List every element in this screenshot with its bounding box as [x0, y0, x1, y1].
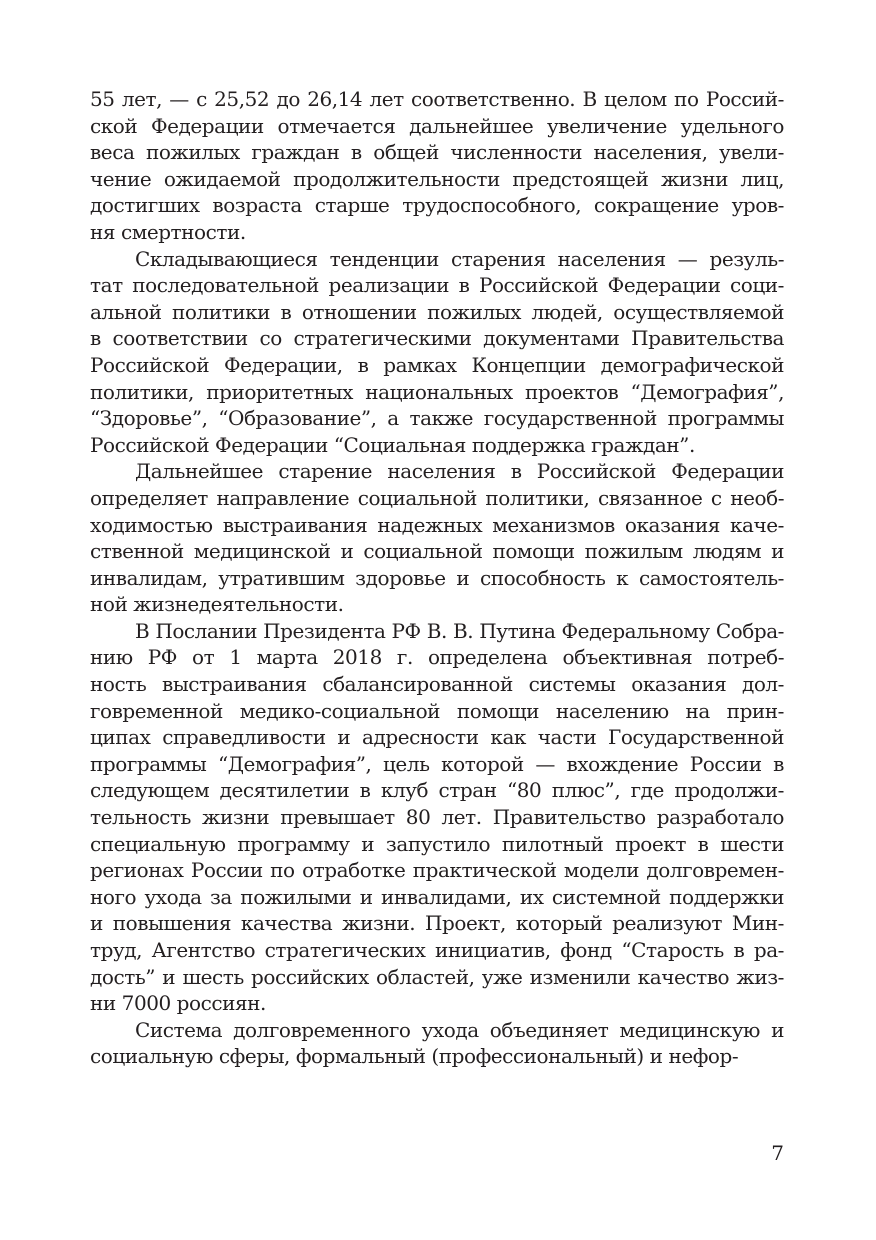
text-line: инвалидам, утратившим здоровье и способность к самостоятель- [90, 565, 784, 590]
paragraph [90, 86, 784, 246]
text-line: дость” и шесть российских областей, уже изменили качество жиз- [90, 964, 784, 989]
text-line: ной жизнедеятельности. [90, 592, 344, 617]
text-line: определяет направление социальной политики, связанное с необ- [90, 485, 784, 510]
text-line: ской Федерации отмечается дальнейшее увеличение удельного [90, 113, 784, 138]
text-line: Российской Федерации, в рамках Концепции демографической [90, 352, 784, 377]
paragraph [90, 246, 784, 459]
text-line: ня смертности. [90, 219, 246, 244]
text-line: достигших возраста старше трудоспособного, сокращение уров- [90, 193, 784, 218]
text-line: тат последовательной реализации в Российской Федерации соци- [90, 273, 784, 298]
text-line: нию РФ от 1 марта 2018 г. определена объективная потреб- [90, 645, 784, 670]
text-line: чение ожидаемой продолжительности предстоящей жизни лиц, [90, 166, 784, 191]
text-line: В Послании Президента РФ В. В. Путина Федеральному Собра- [135, 618, 784, 643]
text-line: ни 7000 россиян. [90, 991, 266, 1016]
paragraph [90, 458, 784, 618]
text-line: Складывающиеся тенденции старения населения — резуль- [135, 246, 784, 271]
text-line: Система долговременного ухода объединяет медицинскую и [135, 1017, 784, 1042]
text-line: Дальнейшее старение населения в Российской Федерации [135, 459, 784, 484]
text-line: альной политики в отношении пожилых людей, осуществляемой [90, 299, 784, 324]
text-line: и повышения качества жизни. Проект, который реализуют Мин- [90, 911, 784, 936]
text-line: ного ухода за пожилыми и инвалидами, их системной поддержки [90, 884, 784, 909]
body-text [90, 86, 784, 1070]
text-line: тельность жизни превышает 80 лет. Правительство разработало [90, 805, 784, 830]
text-line: веса пожилых граждан в общей численности населения, увели- [90, 140, 784, 165]
text-line: в соответствии со стратегическими документами Правительства [90, 326, 784, 351]
text-line: труд, Агентство стратегических инициатив, фонд “Старость в ра- [90, 938, 784, 962]
text-line: программы “Демография”, цель которой — вхождение России в [90, 751, 784, 776]
text-line: регионах России по отработке практической модели долговремен- [90, 858, 784, 883]
paragraph [90, 1017, 784, 1070]
text-line: ственной медицинской и социальной помощи пожилым людям и [90, 539, 784, 564]
text-line: специальную программу и запустило пилотный проект в шести [90, 831, 784, 856]
text-line: “Здоровье”, “Образование”, а также государственной программы [90, 406, 784, 431]
text-line: социальную сферы, формальный (профессиональный) и нефор- [90, 1044, 739, 1069]
text-line: 55 лет, — с 25,52 до 26,14 лет соответственно. В целом по Россий- [90, 87, 784, 111]
text-line: Российской Федерации “Социальная поддержка граждан”. [90, 432, 695, 457]
text-line: говременной медико-социальной помощи населению на прин- [90, 698, 784, 723]
text-line: ходимостью выстраивания надежных механизмов оказания каче- [90, 512, 784, 537]
text-line: ность выстраивания сбалансированной системы оказания дол- [90, 672, 784, 697]
paragraph [90, 618, 784, 1017]
text-line: политики, приоритетных национальных проектов “Демография”, [90, 379, 784, 404]
page-number: 7 [771, 1141, 784, 1165]
text-line: ципах справедливости и адресности как части Государственной [90, 725, 784, 750]
text-line: следующем десятилетии в клуб стран “80 плюс”, где продолжи- [90, 778, 784, 803]
